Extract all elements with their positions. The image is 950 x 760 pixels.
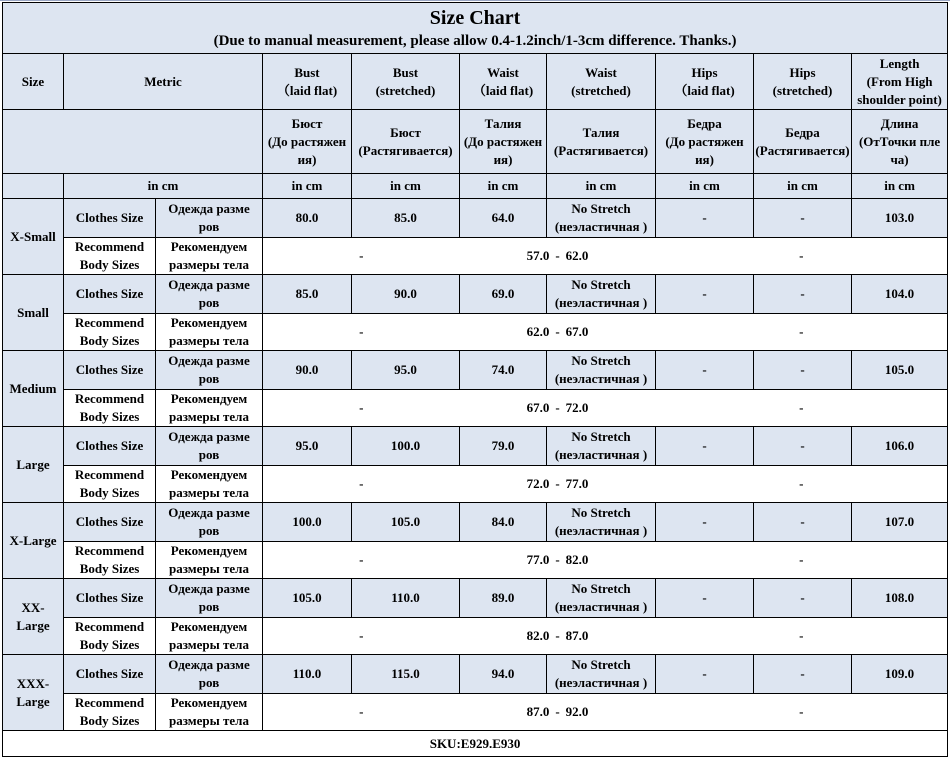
clothes-size-label-ru xyxy=(156,199,263,238)
cell-text: (До растяжен xyxy=(463,133,543,149)
length: 104.0 xyxy=(852,275,948,314)
cell-text: Bust xyxy=(392,64,419,80)
header-en-4 xyxy=(656,54,754,110)
bust-flat: 80.0 xyxy=(263,199,352,238)
unit-cell: in cm xyxy=(547,174,656,199)
length: 108.0 xyxy=(852,579,948,618)
cell-text: shoulder point) xyxy=(857,91,942,107)
bust-flat: 100.0 xyxy=(263,503,352,542)
cell-text: Recommend xyxy=(74,695,145,710)
cell-text: размеры тела xyxy=(169,637,249,652)
cell-text: Length xyxy=(879,55,920,71)
waist-flat: 69.0 xyxy=(460,275,547,314)
range-dash: - xyxy=(555,400,560,415)
bust-flat: 85.0 xyxy=(263,275,352,314)
body-waist-to: 92.0 xyxy=(565,704,589,719)
clothes-size-label: Clothes Size xyxy=(64,351,156,390)
cell-text: XXX- xyxy=(16,675,50,691)
cell-text: (Растягивается) xyxy=(358,142,453,158)
clothes-size-label: Clothes Size xyxy=(64,275,156,314)
recommend-label xyxy=(64,466,156,503)
size-row-clothes xyxy=(3,503,948,542)
waist-stretched xyxy=(547,579,656,618)
cell-text: ров xyxy=(198,675,220,690)
clothes-size-label-ru xyxy=(156,655,263,694)
header-ru-0 xyxy=(263,110,352,174)
size-chart-body xyxy=(3,3,948,757)
cell-text: ров xyxy=(198,523,220,538)
body-waist-to: 82.0 xyxy=(565,552,589,567)
cell-text: Body Sizes xyxy=(79,485,140,500)
bust-stretched: 115.0 xyxy=(352,655,460,694)
length: 105.0 xyxy=(852,351,948,390)
body-waist xyxy=(460,694,656,731)
body-waist-from: 82.0 xyxy=(526,628,550,643)
bust-stretched: 105.0 xyxy=(352,503,460,542)
bust-flat: 90.0 xyxy=(263,351,352,390)
recommend-label-ru xyxy=(156,618,263,655)
cell-text: Бедра xyxy=(785,124,820,140)
range-dash: - xyxy=(555,476,560,491)
cell-text: Recommend xyxy=(74,391,145,406)
cell-text: ров xyxy=(198,447,220,462)
cell-text: ров xyxy=(198,295,220,310)
header-ru-4 xyxy=(656,110,754,174)
cell-text: (stretched) xyxy=(772,82,833,98)
waist-flat: 79.0 xyxy=(460,427,547,466)
cell-text: （laid flat) xyxy=(472,82,534,98)
cell-text: (Растягивается) xyxy=(755,142,850,158)
hips-stretched: - xyxy=(754,199,852,238)
cell-text: Рекомендуем xyxy=(170,315,248,330)
size-row-body xyxy=(3,542,948,579)
cell-text: Бедра xyxy=(687,115,722,131)
cell-text: (неэластичная ) xyxy=(554,447,648,462)
cell-text: X-Small xyxy=(10,228,56,244)
body-bust: - xyxy=(263,618,460,655)
header-en-0 xyxy=(263,54,352,110)
cell-text: Hips xyxy=(789,64,816,80)
waist-flat: 74.0 xyxy=(460,351,547,390)
cell-text: Одежда разме xyxy=(168,201,250,216)
bust-flat: 105.0 xyxy=(263,579,352,618)
body-bust: - xyxy=(263,390,460,427)
body-hips: - xyxy=(656,694,948,731)
unit-metric: in cm xyxy=(64,174,263,199)
body-bust: - xyxy=(263,466,460,503)
cell-text: (До растяжен xyxy=(267,133,347,149)
sku-row xyxy=(3,731,948,757)
body-waist-to: 77.0 xyxy=(565,476,589,491)
body-waist-from: 87.0 xyxy=(526,704,550,719)
cell-text: Body Sizes xyxy=(79,409,140,424)
cell-text: размеры тела xyxy=(169,409,249,424)
clothes-size-label: Clothes Size xyxy=(64,427,156,466)
header-ru-1 xyxy=(352,110,460,174)
waist-stretched xyxy=(547,199,656,238)
body-waist xyxy=(460,618,656,655)
sku-text: SKU:E929.E930 xyxy=(3,731,948,757)
range-dash: - xyxy=(555,248,560,263)
body-waist-from: 77.0 xyxy=(526,552,550,567)
hips-stretched: - xyxy=(754,427,852,466)
cell-text: Body Sizes xyxy=(79,333,140,348)
cell-text: размеры тела xyxy=(169,561,249,576)
size-row-body xyxy=(3,618,948,655)
cell-text: Waist xyxy=(585,64,617,80)
cell-text: (stretched) xyxy=(571,82,631,98)
range-dash: - xyxy=(555,704,560,719)
cell-text: Recommend xyxy=(74,239,145,254)
cell-text: (неэластичная ) xyxy=(554,523,648,538)
cell-text: Бюст xyxy=(390,124,421,140)
cell-text: ия) xyxy=(695,151,714,167)
cell-text: XX- xyxy=(21,599,45,615)
clothes-size-label: Clothes Size xyxy=(64,199,156,238)
body-bust: - xyxy=(263,694,460,731)
cell-text: ров xyxy=(198,219,220,234)
cell-text: (ОтТочки пле xyxy=(858,133,941,149)
size-row-body xyxy=(3,314,948,351)
body-hips: - xyxy=(656,466,948,503)
cell-text: размеры тела xyxy=(169,333,249,348)
cell-text: Одежда разме xyxy=(168,277,250,292)
range-dash: - xyxy=(555,552,560,567)
cell-text: (stretched) xyxy=(375,82,436,98)
header-en-1 xyxy=(352,54,460,110)
size-chart-table xyxy=(2,2,948,757)
clothes-size-label: Clothes Size xyxy=(64,503,156,542)
header-en-3 xyxy=(547,54,656,110)
cell-text: Бюст xyxy=(291,115,323,131)
unit-cell: in cm xyxy=(263,174,352,199)
cell-text: ча) xyxy=(890,151,909,167)
hips-flat: - xyxy=(656,579,754,618)
cell-text: Large xyxy=(16,456,50,472)
units-row xyxy=(3,174,948,199)
cell-text: Body Sizes xyxy=(79,713,140,728)
cell-text: X-Large xyxy=(9,532,57,548)
body-waist-to: 72.0 xyxy=(565,400,589,415)
cell-text: Талия xyxy=(582,124,620,140)
body-waist xyxy=(460,466,656,503)
size-name xyxy=(3,275,64,351)
recommend-label-ru xyxy=(156,542,263,579)
header-ru-2 xyxy=(460,110,547,174)
size-name xyxy=(3,655,64,731)
cell-text: Рекомендуем xyxy=(170,391,248,406)
title-row xyxy=(3,3,948,54)
size-row-clothes xyxy=(3,275,948,314)
cell-text: размеры тела xyxy=(169,713,249,728)
recommend-label-ru xyxy=(156,694,263,731)
cell-text: Рекомендуем xyxy=(170,619,248,634)
size-row-body xyxy=(3,466,948,503)
cell-text: ия) xyxy=(493,151,513,167)
size-row-body xyxy=(3,390,948,427)
cell-text: Body Sizes xyxy=(79,257,140,272)
body-waist xyxy=(460,238,656,275)
cell-text: (From High xyxy=(866,73,933,89)
waist-flat: 94.0 xyxy=(460,655,547,694)
recommend-label xyxy=(64,314,156,351)
cell-text: No Stretch xyxy=(571,353,631,368)
bust-flat: 95.0 xyxy=(263,427,352,466)
cell-text: Рекомендуем xyxy=(170,543,248,558)
cell-text: Hips xyxy=(691,64,718,80)
hips-flat: - xyxy=(656,427,754,466)
recommend-label xyxy=(64,694,156,731)
hips-stretched: - xyxy=(754,579,852,618)
bust-flat: 110.0 xyxy=(263,655,352,694)
size-name xyxy=(3,199,64,275)
cell-text: Одежда разме xyxy=(168,429,250,444)
cell-text: Рекомендуем xyxy=(170,239,248,254)
cell-text: Одежда разме xyxy=(168,353,250,368)
hips-stretched: - xyxy=(754,351,852,390)
cell-text: No Stretch xyxy=(571,657,631,672)
cell-text: Рекомендуем xyxy=(170,467,248,482)
top-divider xyxy=(0,0,950,1)
cell-text: Рекомендуем xyxy=(170,695,248,710)
hips-flat: - xyxy=(656,351,754,390)
bust-stretched: 85.0 xyxy=(352,199,460,238)
clothes-size-label-ru xyxy=(156,503,263,542)
cell-text: ия) xyxy=(297,151,317,167)
recommend-label xyxy=(64,542,156,579)
size-name xyxy=(3,427,64,503)
cell-text: размеры тела xyxy=(169,257,249,272)
header-row-ru xyxy=(3,110,948,174)
length: 106.0 xyxy=(852,427,948,466)
cell-text: No Stretch xyxy=(571,201,631,216)
cell-text: Small xyxy=(17,304,49,320)
body-waist xyxy=(460,314,656,351)
unit-cell: in cm xyxy=(656,174,754,199)
cell-text: Recommend xyxy=(74,315,145,330)
body-waist-from: 57.0 xyxy=(526,248,550,263)
size-row-clothes xyxy=(3,427,948,466)
hips-flat: - xyxy=(656,503,754,542)
body-hips: - xyxy=(656,238,948,275)
cell-text: No Stretch xyxy=(571,277,631,292)
cell-text: ров xyxy=(198,599,220,614)
header-en-5 xyxy=(754,54,852,110)
unit-cell: in cm xyxy=(352,174,460,199)
recommend-label xyxy=(64,238,156,275)
clothes-size-label-ru xyxy=(156,275,263,314)
bust-stretched: 90.0 xyxy=(352,275,460,314)
cell-text: Large xyxy=(16,617,50,633)
recommend-label-ru xyxy=(156,466,263,503)
header-size: Size xyxy=(3,54,64,110)
unit-cell: in cm xyxy=(460,174,547,199)
waist-flat: 64.0 xyxy=(460,199,547,238)
waist-flat: 84.0 xyxy=(460,503,547,542)
body-bust: - xyxy=(263,238,460,275)
title-cell xyxy=(3,3,948,54)
size-row-clothes xyxy=(3,579,948,618)
cell-text: Одежда разме xyxy=(168,581,250,596)
cell-text: （laid flat) xyxy=(674,82,735,98)
recommend-label-ru xyxy=(156,238,263,275)
hips-stretched: - xyxy=(754,275,852,314)
header-ru-3 xyxy=(547,110,656,174)
range-dash: - xyxy=(555,324,560,339)
cell-text: Waist xyxy=(487,64,519,80)
unit-cell: in cm xyxy=(852,174,948,199)
header-en-2 xyxy=(460,54,547,110)
cell-text: ров xyxy=(198,371,220,386)
waist-stretched xyxy=(547,427,656,466)
body-waist-from: 72.0 xyxy=(526,476,550,491)
cell-text: No Stretch xyxy=(571,581,631,596)
size-row-clothes xyxy=(3,655,948,694)
waist-stretched xyxy=(547,275,656,314)
clothes-size-label: Clothes Size xyxy=(64,579,156,618)
bust-stretched: 110.0 xyxy=(352,579,460,618)
cell-text: (неэластичная ) xyxy=(554,599,648,614)
hips-stretched: - xyxy=(754,655,852,694)
cell-text: Large xyxy=(16,693,50,709)
cell-text: (До растяжен xyxy=(665,133,744,149)
cell-text: Body Sizes xyxy=(79,637,140,652)
body-hips: - xyxy=(656,618,948,655)
cell-text: No Stretch xyxy=(571,429,631,444)
hips-flat: - xyxy=(656,655,754,694)
cell-text: Bust xyxy=(294,64,320,80)
bust-stretched: 100.0 xyxy=(352,427,460,466)
body-hips: - xyxy=(656,390,948,427)
cell-text: Одежда разме xyxy=(168,657,250,672)
length: 109.0 xyxy=(852,655,948,694)
clothes-size-label-ru xyxy=(156,427,263,466)
clothes-size-label: Clothes Size xyxy=(64,655,156,694)
body-bust: - xyxy=(263,314,460,351)
length: 107.0 xyxy=(852,503,948,542)
cell-text: No Stretch xyxy=(571,505,631,520)
cell-text: Recommend xyxy=(74,543,145,558)
header-metric: Metric xyxy=(64,54,263,110)
length: 103.0 xyxy=(852,199,948,238)
cell-text: Одежда разме xyxy=(168,505,250,520)
recommend-label xyxy=(64,390,156,427)
range-dash: - xyxy=(555,628,560,643)
waist-stretched xyxy=(547,655,656,694)
header-ru-5 xyxy=(754,110,852,174)
bust-stretched: 95.0 xyxy=(352,351,460,390)
cell-text: (неэластичная ) xyxy=(554,219,648,234)
size-row-body xyxy=(3,238,948,275)
unit-cell: in cm xyxy=(754,174,852,199)
cell-text: Recommend xyxy=(74,619,145,634)
waist-stretched xyxy=(547,351,656,390)
header-blank xyxy=(3,110,263,174)
hips-stretched: - xyxy=(754,503,852,542)
hips-flat: - xyxy=(656,199,754,238)
cell-text: (неэластичная ) xyxy=(554,371,648,386)
size-row-clothes xyxy=(3,199,948,238)
body-waist-from: 62.0 xyxy=(526,324,550,339)
clothes-size-label-ru xyxy=(156,351,263,390)
cell-text: Талия xyxy=(484,115,522,131)
cell-text: Medium xyxy=(9,380,57,396)
clothes-size-label-ru xyxy=(156,579,263,618)
header-ru-6 xyxy=(852,110,948,174)
body-bust: - xyxy=(263,542,460,579)
chart-title: Size Chart xyxy=(429,7,521,29)
recommend-label-ru xyxy=(156,314,263,351)
waist-stretched xyxy=(547,503,656,542)
body-waist-to: 67.0 xyxy=(565,324,589,339)
size-row-body xyxy=(3,694,948,731)
cell-text: Recommend xyxy=(74,467,145,482)
cell-text: Длина xyxy=(880,115,919,131)
waist-flat: 89.0 xyxy=(460,579,547,618)
header-row-en xyxy=(3,54,948,110)
header-en-6 xyxy=(852,54,948,110)
body-waist xyxy=(460,390,656,427)
size-name xyxy=(3,351,64,427)
body-hips: - xyxy=(656,542,948,579)
body-waist-from: 67.0 xyxy=(526,400,550,415)
cell-text: Body Sizes xyxy=(79,561,140,576)
body-waist-to: 87.0 xyxy=(565,628,589,643)
recommend-label xyxy=(64,618,156,655)
body-waist-to: 62.0 xyxy=(565,248,589,263)
cell-text: (неэластичная ) xyxy=(554,675,648,690)
units-blank xyxy=(3,174,64,199)
size-row-clothes xyxy=(3,351,948,390)
cell-text: (Растягивается) xyxy=(553,142,649,158)
body-hips: - xyxy=(656,314,948,351)
cell-text: (неэластичная ) xyxy=(554,295,648,310)
body-waist xyxy=(460,542,656,579)
recommend-label-ru xyxy=(156,390,263,427)
cell-text: （laid flat) xyxy=(276,82,338,98)
size-name xyxy=(3,579,64,655)
cell-text: размеры тела xyxy=(169,485,249,500)
size-name xyxy=(3,503,64,579)
hips-flat: - xyxy=(656,275,754,314)
chart-subtitle: (Due to manual measurement, please allow 0.4-1.2inch/1-3cm difference. Thanks.) xyxy=(213,33,737,49)
